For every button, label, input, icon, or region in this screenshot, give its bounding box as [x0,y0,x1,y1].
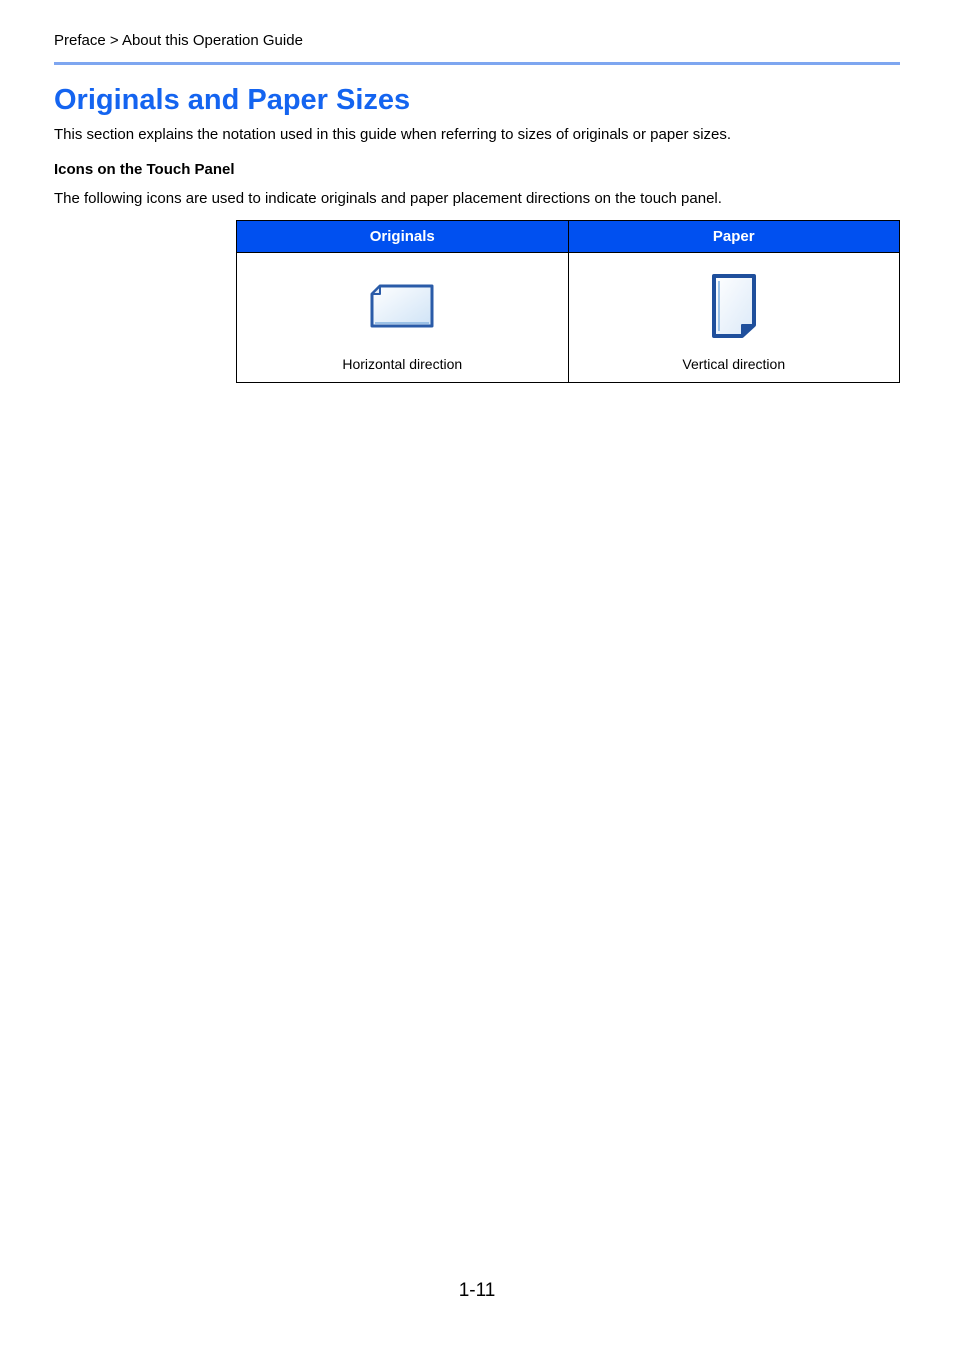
intro-paragraph: This section explains the notation used in this guide when referring to sizes of originals or paper sizes. [54,126,732,143]
table-cell-originals [237,253,569,383]
section-description: The following icons are used to indicate originals and paper placement directions on the touch panel. [54,190,722,207]
originals-label: Horizontal direction [342,356,463,372]
breadcrumb: Preface > About this Operation Guide [54,32,303,49]
column-header-paper: Paper [568,221,900,253]
page-number: 1-11 [458,1280,496,1301]
section-subheading: Icons on the Touch Panel [54,161,235,178]
column-header-originals: Originals [237,221,569,253]
table-row [237,253,900,383]
page-title: Originals and Paper Sizes [54,84,411,116]
header-divider [54,62,900,65]
vertical-paper-icon [710,273,758,339]
table-cell-paper [568,253,900,383]
table-header-row [237,221,900,253]
horizontal-original-icon [369,283,435,329]
icon-table [236,220,900,383]
paper-label: Vertical direction [682,356,786,372]
